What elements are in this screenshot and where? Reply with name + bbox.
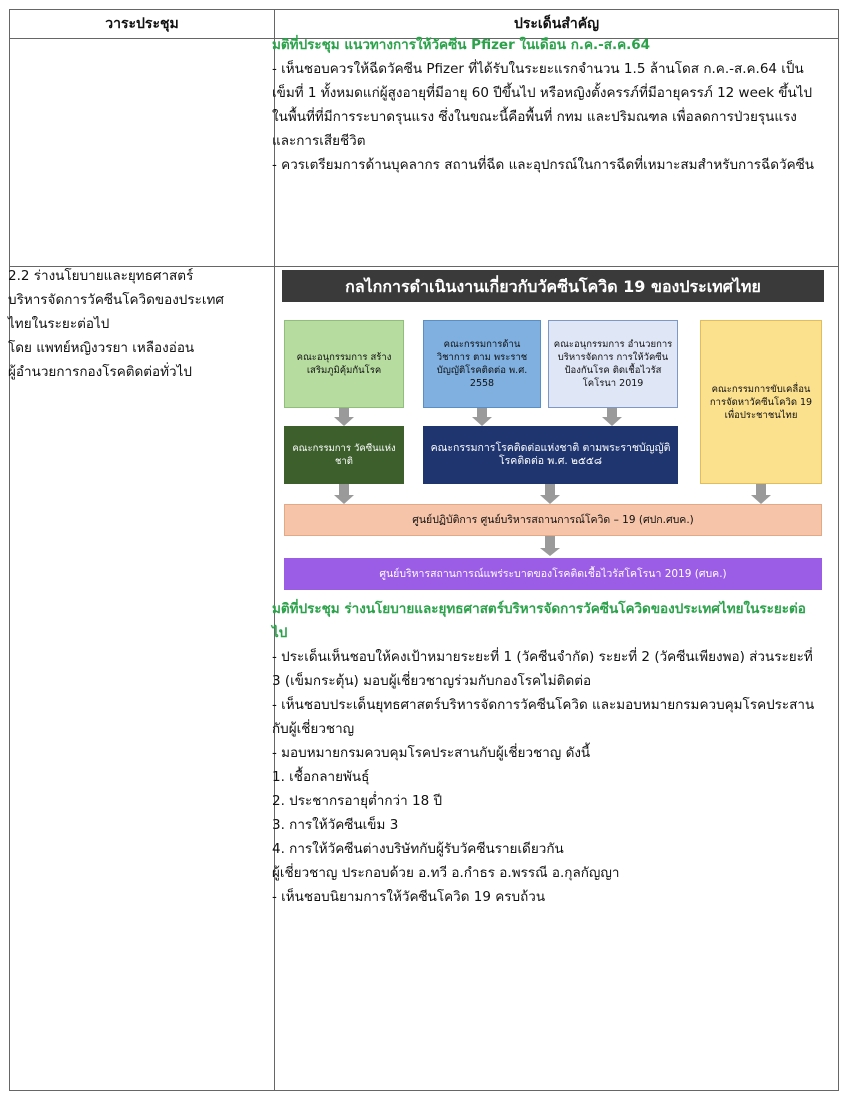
row2-line: 3. การให้วัคซีนเข็ม 3 — [272, 817, 399, 833]
row2-content — [272, 597, 820, 909]
box-vaccine-procurement-committee: คณะกรรมการขับเคลื่อน การจัดหาวัคซีนโควิด 19 เพื่อประชาชนไทย — [700, 320, 822, 484]
row2-agenda — [8, 264, 258, 384]
row2-line: - เห็นชอบประเด็นยุทธศาสตร์บริหารจัดการวัคซีนโควิด และมอบหมายกรมควบคุมโรคประสานกับผู้เชี่ยวชาญ — [272, 697, 815, 737]
vaccine-mechanism-diagram — [272, 258, 824, 592]
row2-line: 1. เชื้อกลายพันธุ์ — [272, 769, 370, 785]
row1-paragraph: - ควรเตรียมการด้านบุคลากร สถานที่ฉีด และอุปกรณ์ในการฉีดที่เหมาะสมสำหรับการฉีดวัคซีน — [272, 157, 815, 173]
box-academic-committee: คณะกรรมการด้าน วิชาการ ตาม พระราชบัญญัติโรคติดต่อ พ.ศ. 2558 — [423, 320, 541, 408]
box-national-vaccine-committee: คณะกรรมการ วัคซีนแห่งชาติ — [284, 426, 404, 484]
row2-line: - เห็นชอบนิยามการให้วัคซีนโควิด 19 ครบถ้วน — [272, 889, 546, 905]
row2-line: 2. ประชากรอายุต่ำกว่า 18 ปี — [272, 793, 443, 809]
row2-resolution-title: มติที่ประชุม ร่างนโยบายและยุทธศาสตร์บริหารจัดการวัคซีนโควิดของประเทศไทยในระยะต่อไป — [272, 601, 806, 641]
row2-line: 4. การให้วัคซีนต่างบริษัทกับผู้รับวัคซีนรายเดียวกัน — [272, 841, 564, 857]
box-immunization-subcommittee: คณะอนุกรรมการ สร้างเสริมภูมิคุ้มกันโรค — [284, 320, 404, 408]
row2-line: ผู้เชี่ยวชาญ ประกอบด้วย อ.ทวี อ.กำธร อ.พรรณี อ.กุลกัญญา — [272, 865, 620, 881]
box-vaccine-admin-subcommittee: คณะอนุกรรมการ อำนวยการบริหารจัดการ การให้วัคซีนป้องกันโรค ติดเชื้อไวรัสโคโรนา 2019 — [548, 320, 678, 408]
row1-content — [272, 33, 820, 177]
row1-paragraph: - เห็นชอบควรให้ฉีดวัคซีน Pfizer ที่ได้รับในระยะแรกจำนวน 1.5 ล้านโดส ก.ค.-ส.ค.64 เป็นเข็มที่ 1 ทั้งหมดแก่ผู้สูงอายุที่มีอายุ 60 ปีขึ้นไป หรือหญิงตั้งครรภ์ที่มีอายุครรภ์ 12 week ขึ้นไป ในพื้นที่ที่มีการระบาดรุนแรง ซึ่งในขณะนี้คือพื้นที่ กทม และปริมณฑล เพื่อลดการป่วยรุนแรงและการเสียชีวิต — [272, 61, 813, 149]
diagram-banner: กลไกการดำเนินงานเกี่ยวกับวัคซีนโควิด 19 ของประเทศไทย — [282, 270, 824, 302]
agenda-line: ผู้อำนวยการกองโรคติดต่อทั่วไป — [8, 364, 192, 380]
row2-line: - ประเด็นเห็นชอบให้คงเป้าหมายระยะที่ 1 (วัคซีนจำกัด) ระยะที่ 2 (วัคซีนเพียงพอ) ส่วนระยะที่ 3 (เข็มกระตุ้น) มอบผู้เชี่ยวชาญร่วมกับกองโรคไม่ติดต่อ — [272, 649, 813, 689]
box-cca-center: ศูนย์บริหารสถานการณ์แพร่ระบาดของโรคติดเชื้อไวรัสโคโรนา 2019 (ศบค.) — [284, 558, 822, 590]
box-operations-center: ศูนย์ปฏิบัติการ ศูนย์บริหารสถานการณ์โควิด – 19 (ศปก.ศบค.) — [284, 504, 822, 536]
agenda-line: 2.2 ร่างนโยบายและยุทธศาสตร์ — [8, 268, 194, 284]
header-agenda: วาระประชุม — [10, 10, 274, 38]
box-national-communicable-disease-committee: คณะกรรมการโรคติดต่อแห่งชาติ ตามพระราชบัญญัติโรคติดต่อ พ.ศ. ๒๕๕๘ — [423, 426, 678, 484]
row2-line: - มอบหมายกรมควบคุมโรคประสานกับผู้เชี่ยวชาญ ดังนี้ — [272, 745, 591, 761]
agenda-line: โดย แพทย์หญิงวรยา เหลืองอ่อน — [8, 340, 195, 356]
header-key-issues: ประเด็นสำคัญ — [275, 10, 838, 38]
agenda-line: ไทยในระยะต่อไป — [8, 316, 110, 332]
agenda-line: บริหารจัดการวัคซีนโควิดของประเทศ — [8, 292, 224, 308]
row1-resolution-title: มติที่ประชุม แนวทางการให้วัคซีน Pfizer ในเดือน ก.ค.-ส.ค.64 — [272, 37, 651, 53]
